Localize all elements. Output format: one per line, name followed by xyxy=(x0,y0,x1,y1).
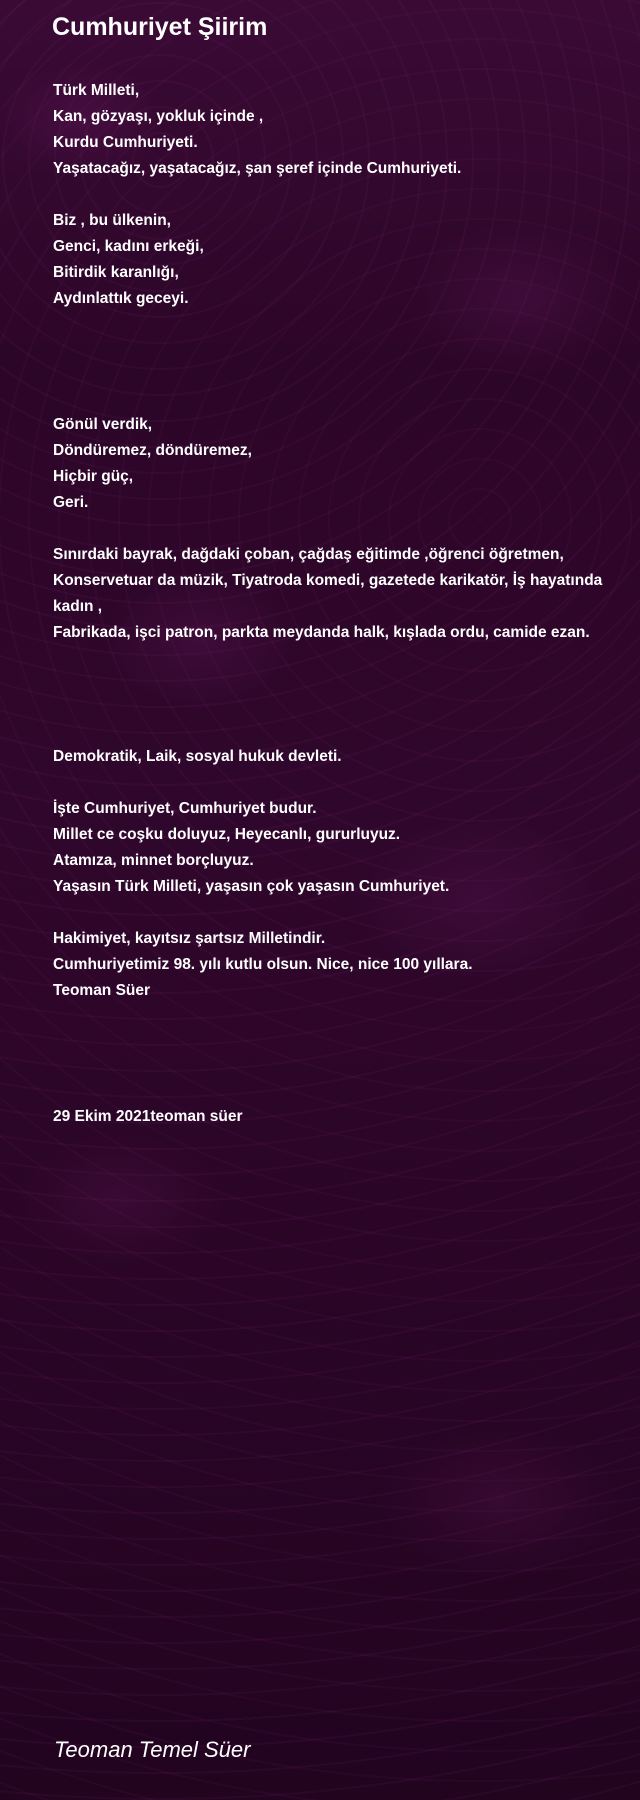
stanza-7 xyxy=(53,926,623,1004)
stanza-gap xyxy=(53,900,623,926)
poem-line: İşte Cumhuriyet, Cumhuriyet budur. xyxy=(53,800,317,817)
poem-line: Millet ce coşku doluyuz, Heyecanlı, gururluyuz. xyxy=(53,826,401,843)
stanza-gap xyxy=(53,312,623,412)
poem-body xyxy=(53,78,623,1130)
poem-line: Hakimiyet, kayıtsız şartsız Milletindir. xyxy=(53,930,326,947)
stanza-3 xyxy=(53,412,623,516)
poem-line: Türk Milleti, xyxy=(53,82,140,99)
poem-line: Kan, gözyaşı, yokluk içinde , xyxy=(53,108,264,125)
stanza-4 xyxy=(53,542,623,646)
poem-line: Konservetuar da müzik, Tiyatroda komedi, gazetede karikatör, İş hayatında kadın , xyxy=(53,572,603,615)
stanza-gap xyxy=(53,1004,623,1104)
poem-title: Cumhuriyet Şiirim xyxy=(52,13,268,41)
poem-author: Teoman Temel Süer xyxy=(54,1737,251,1762)
stanza-2 xyxy=(53,208,623,312)
stanza-gap xyxy=(53,516,623,542)
poem-line: Geri. xyxy=(53,494,89,511)
poem-line: Teoman Süer xyxy=(53,982,151,999)
stanza-gap xyxy=(53,182,623,208)
poem-line: Aydınlattık geceyi. xyxy=(53,290,189,307)
poem-line: Atamıza, minnet borçluyuz. xyxy=(53,852,254,869)
stanza-1 xyxy=(53,78,623,182)
poem-line: Yaşasın Türk Milleti, yaşasın çok yaşasın Cumhuriyet. xyxy=(53,878,450,895)
poem-line: Biz , bu ülkenin, xyxy=(53,212,171,229)
poem-line: Bitirdik karanlığı, xyxy=(53,264,179,281)
poem-line: Demokratik, Laik, sosyal hukuk devleti. xyxy=(53,748,342,765)
stanza-gap xyxy=(53,770,623,796)
stanza-6 xyxy=(53,796,623,900)
stanza-5 xyxy=(53,744,623,770)
poem-line: Fabrikada, işci patron, parkta meydanda halk, kışlada ordu, camide ezan. xyxy=(53,624,590,641)
poem-line: Gönül verdik, xyxy=(53,416,153,433)
stanza-gap xyxy=(53,646,623,744)
poem-line: Yaşatacağız, yaşatacağız, şan şeref içinde Cumhuriyeti. xyxy=(53,160,462,177)
poem-line: Sınırdaki bayrak, dağdaki çoban, çağdaş eğitimde ,öğrenci öğretmen, xyxy=(53,546,564,563)
poem-line: Döndüremez, döndüremez, xyxy=(53,442,252,459)
poem-line: Kurdu Cumhuriyeti. xyxy=(53,134,198,151)
poem-line: Cumhuriyetimiz 98. yılı kutlu olsun. Nice, nice 100 yıllara. xyxy=(53,956,473,973)
poem-date-line: 29 Ekim 2021teoman süer xyxy=(53,1108,243,1125)
poem-line: Hiçbir güç, xyxy=(53,468,134,485)
poem-line: Genci, kadını erkeği, xyxy=(53,238,204,255)
